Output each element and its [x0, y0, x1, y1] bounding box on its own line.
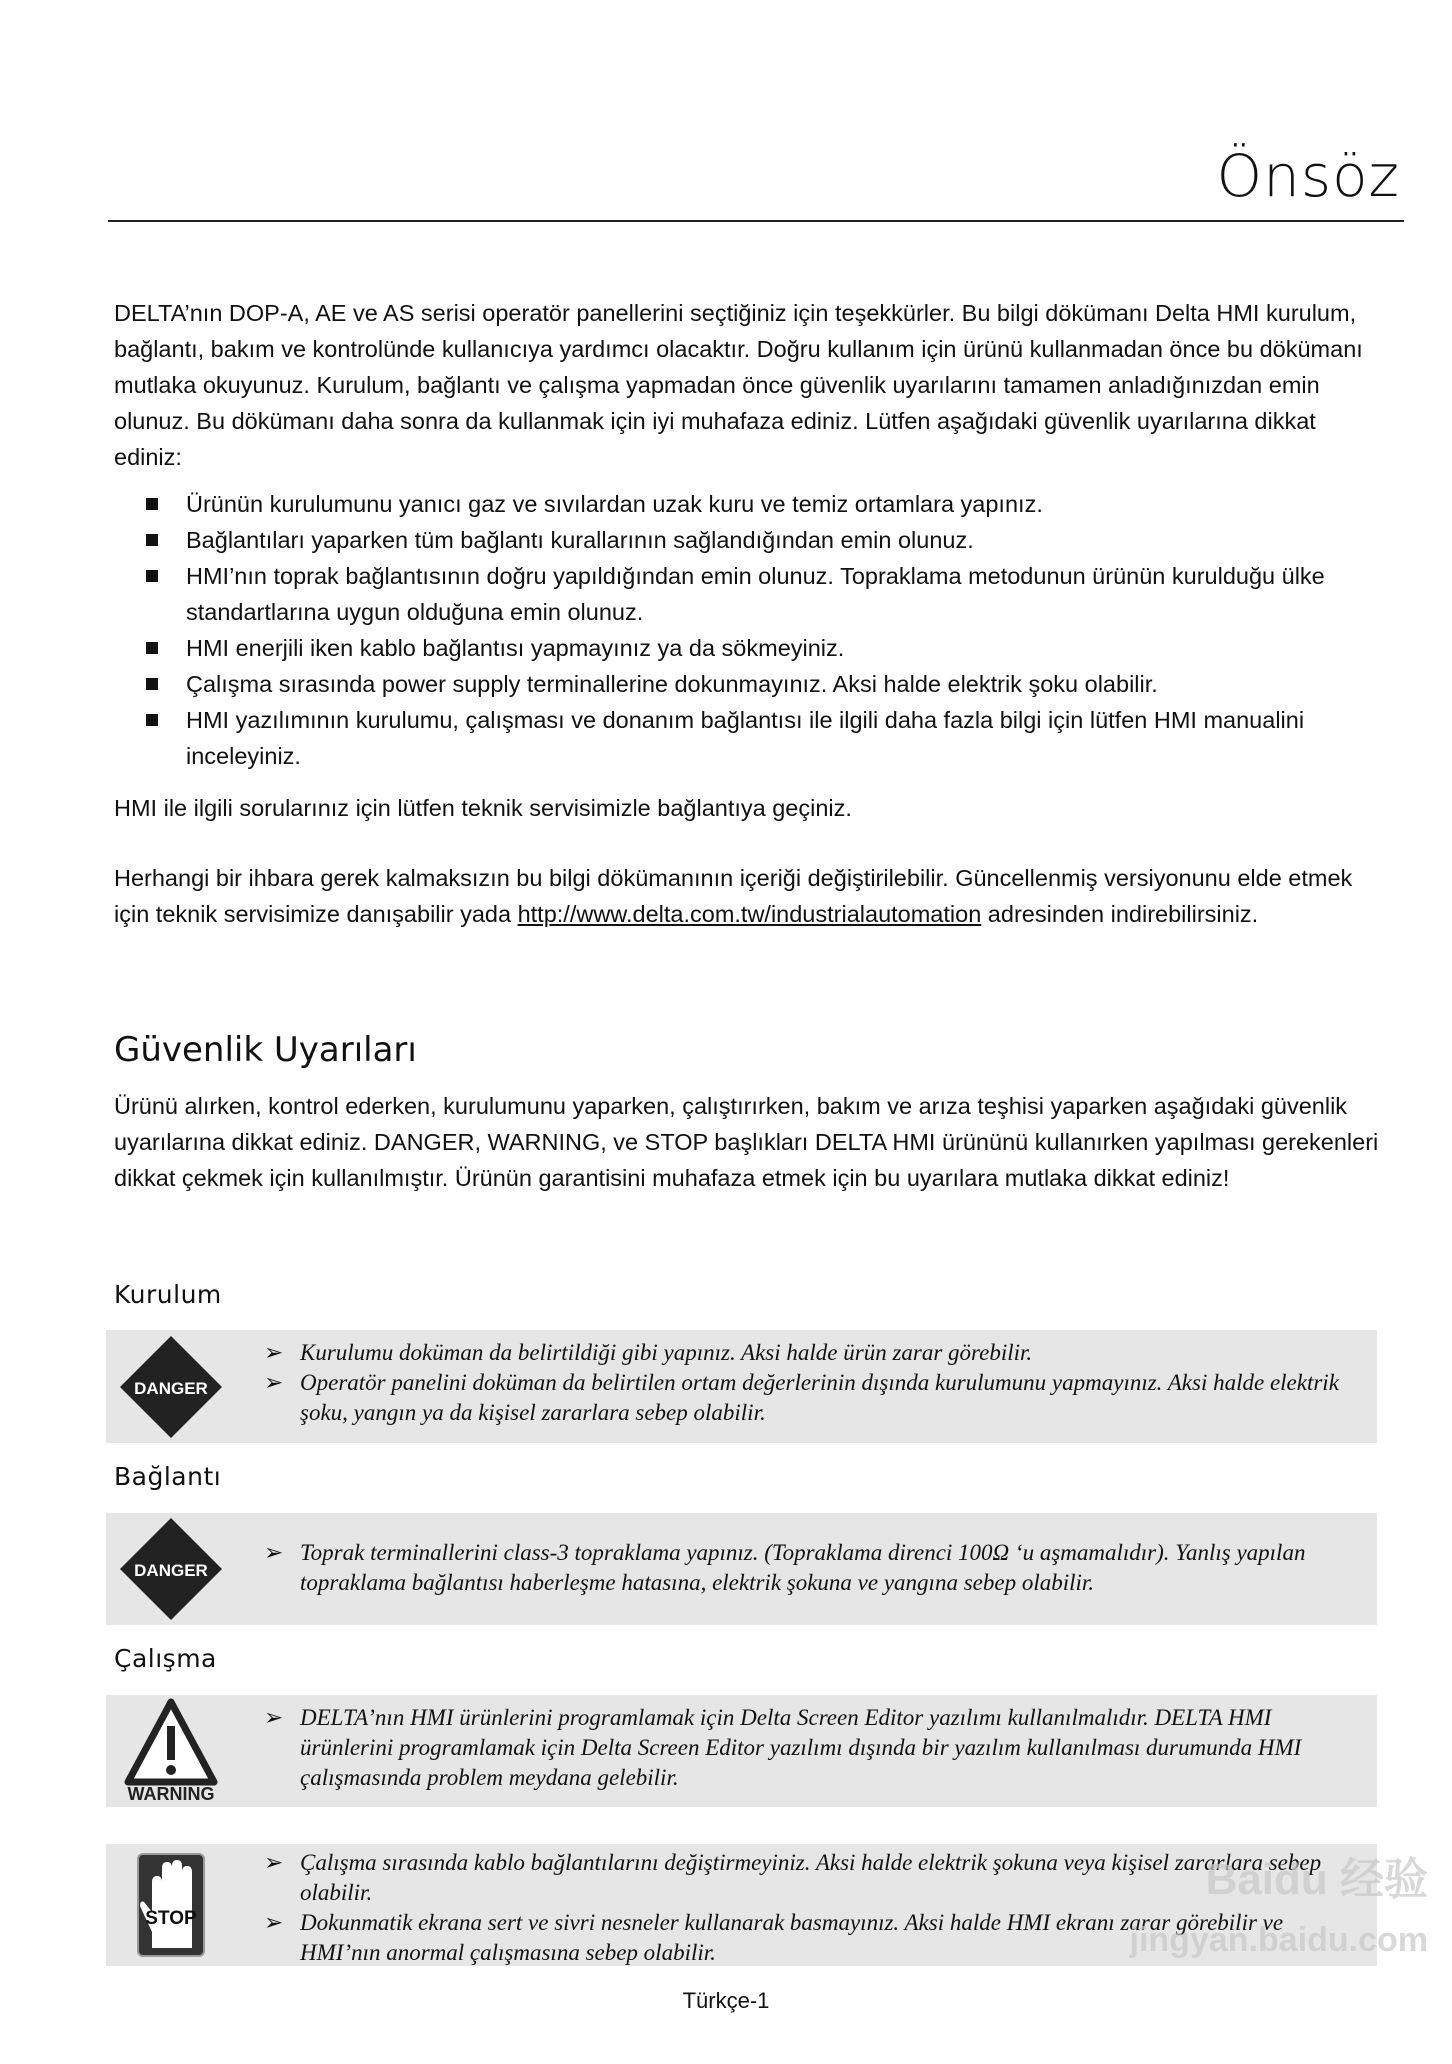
warning-item: ➢ Kurulumu doküman da belirtildiği gibi yapınız. Aksi halde ürün zarar görebilir. — [256, 1338, 1357, 1368]
arrow-bullet-icon: ➢ — [264, 1910, 284, 1935]
arrow-bullet-icon: ➢ — [264, 1850, 284, 1875]
arrow-bullet-icon: ➢ — [264, 1540, 284, 1565]
delta-website-link[interactable]: http://www.delta.com.tw/industrialautomation — [517, 901, 982, 927]
svg-text:WARNING: WARNING — [127, 1784, 215, 1804]
square-bullet-icon — [146, 678, 158, 690]
page-title: Önsöz — [1216, 142, 1400, 210]
warning-box-calisma — [106, 1695, 1377, 1807]
safety-bullet-list — [114, 486, 1364, 774]
warning-item: ➢ Operatör panelini doküman da belirtilen ortam değerlerinin dışında kurulumunu yapmayınız. Aksi halde elektrik şoku, yangın ya da kişisel zararlara sebep olabilir. — [264, 1370, 1339, 1425]
square-bullet-icon — [146, 498, 158, 510]
section-heading-baglanti: Bağlantı — [114, 1462, 222, 1491]
page-number: Türkçe-1 — [682, 1988, 770, 2013]
arrow-bullet-icon: ➢ — [264, 1370, 284, 1395]
section-heading-calisma: Çalışma — [114, 1644, 217, 1673]
square-bullet-icon — [146, 570, 158, 582]
square-bullet-icon — [146, 642, 158, 654]
warning-triangle-icon — [118, 1698, 224, 1804]
danger-box-kurulum — [106, 1330, 1377, 1443]
bullet-item: Bağlantıları yaparken tüm bağlantı kurallarının sağlandığından emin olunuz. — [114, 522, 1364, 558]
baidu-watermark: Baidu 经验 jingyan.baidu.com — [1129, 1855, 1428, 1959]
stop-hand-icon — [118, 1846, 224, 1964]
danger-box-baglanti — [106, 1513, 1377, 1625]
warning-item: ➢ DELTA’nın HMI ürünlerini programlamak için Delta Screen Editor yazılımı kullanılmalıdır. DELTA HMI ürünlerini programlamak için Delta Screen Editor yazılımı dışında bir yazılım kullanılması durumunda HMI çalışmasında problem meydana gelebilir. — [264, 1705, 1302, 1790]
bullet-item: Ürünün kurulumunu yanıcı gaz ve sıvılardan uzak kuru ve temiz ortamlara yapınız. — [114, 486, 1364, 522]
bullet-item: HMI enerjili iken kablo bağlantısı yapmayınız ya da sökmeyiniz. — [114, 630, 1364, 666]
safety-heading: Güvenlik Uyarıları — [114, 1030, 417, 1070]
svg-text:DANGER: DANGER — [134, 1378, 208, 1398]
safety-paragraph: Ürünü alırken, kontrol ederken, kurulumunu yaparken, çalıştırırken, bakım ve arıza teşhisi yaparken aşağıdaki güvenlik uyarılarına dikkat ediniz. DANGER, WARNING, ve STOP başlıkları DELTA HMI ürününü kullanırken yapılması gerekenleri dikkat çekmek için kullanılmıştır. Ürünün garantisini muhafaza etmek için bu uyarılara mutlaka dikkat ediniz! — [114, 1093, 1379, 1191]
svg-text:DANGER: DANGER — [134, 1561, 208, 1580]
warning-item: ➢ Toprak terminallerini class-3 topraklama yapınız. (Topraklama direnci 100Ω ‘u aşmamalıdır). Yanlış yapılan topraklama bağlantısı haberleşme hatasına, elektrik şokuna ve yangına sebep olabilir. — [264, 1540, 1306, 1595]
intro-paragraph: DELTA’nın DOP-A, AE ve AS serisi operatör panellerini seçtiğiniz için teşekkürler. Bu bilgi dökümanı Delta HMI kurulum, bağlantı, bakım ve kontrolünde kullanıcıya yardımcı olacaktır. Doğru kullanım için ürünü kullanmadan önce bu dökümanı mutlaka okuyunuz. Kurulum, bağlantı ve çalışma yapmadan önce güvenlik uyarılarını tamamen anladığınızdan emin olunuz. Bu dökümanı daha sonra da kullanmak için iyi muhafaza ediniz. Lütfen aşağıdaki güvenlik uyarılarına dikkat ediniz: — [114, 300, 1363, 470]
update-paragraph: Herhangi bir ihbara gerek kalmaksızın bu bilgi dökümanının içeriği değiştirilebilir. Güncellenmiş versiyonunu elde etmek için teknik servisimize danışabilir yada http://www.delta.com.tw/industrialautomation adresinden indirebilirsiniz. — [114, 865, 1353, 927]
contact-paragraph: HMI ile ilgili sorularınız için lütfen teknik servisimizle bağlantıya geçiniz. — [114, 795, 852, 821]
danger-icon — [118, 1334, 224, 1440]
bullet-item: HMI yazılımının kurulumu, çalışması ve donanım bağlantısı ile ilgili daha fazla bilgi için lütfen HMI manualini inceleyiniz. — [114, 702, 1364, 774]
bullet-item: Çalışma sırasında power supply terminallerine dokunmayınız. Aksi halde elektrik şoku olabilir. — [114, 666, 1364, 702]
section-heading-kurulum: Kurulum — [114, 1280, 222, 1309]
arrow-bullet-icon: ➢ — [264, 1705, 284, 1730]
square-bullet-icon — [146, 714, 158, 726]
square-bullet-icon — [146, 534, 158, 546]
danger-icon — [118, 1516, 224, 1622]
arrow-bullet-icon: ➢ — [264, 1340, 284, 1365]
bullet-item: HMI’nın toprak bağlantısının doğru yapıldığından emin olunuz. Topraklama metodunun ürünün kurulduğu ülke standartlarına uygun olduğuna emin olunuz. — [114, 558, 1364, 630]
warning-item: ➢ Çalışma sırasında kablo bağlantılarını değiştirmeyiniz. Aksi halde elektrik şokuna veya kişisel zararlara sebep olabilir. — [264, 1850, 1322, 1905]
svg-text:STOP: STOP — [145, 1908, 197, 1929]
warning-item: ➢ Dokunmatik ekrana sert ve sivri nesneler kullanarak basmayınız. Aksi halde HMI ekranı zarar görebilir ve HMI’nın anormal çalışmasına sebep olabilir. — [264, 1910, 1284, 1965]
title-rule — [108, 220, 1404, 222]
